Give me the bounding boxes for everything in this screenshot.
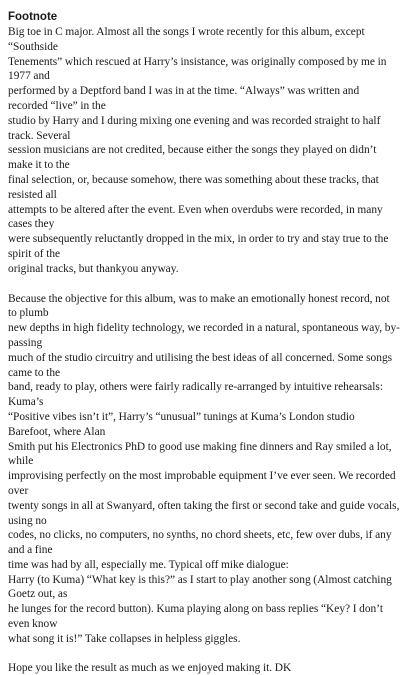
- paragraph-recording-approach: Because the objective for this album, was to make an emotionally honest record, not to plumb new depths in high fidelity technology, we recorded in a natural, spontaneous way, by-passing much of the studio circuitry and utilising the best ideas of all concerned. Some songs came to the band, ready to play, others were fairly radically re-arranged by intuitive rehearsals: Kuma’s “Positive vibes isn’t it”, Harry’s “unusual” tunings at Kuma’s London studio Barefoot, where Alan Smith put his Electronics PhD to good use making fine dinners and Ray smiled a lot, while improvising perfectly on the most improbable equipment I’ve ever seen. We recorded over twenty songs in all at Swanyard, often taking the first or second take and guide vocals, using no codes, no clicks, no computers, no synths, no chord sheets, etc, few over dubs, if any and a fine time was had by all, especially me. Typical off mike dialogue: Harry (to Kuma) “What key is this?” as I start to play another song (Almost catching Goetz out, as he lunges for the record button). Kuma playing along on bass replies “Key? I don’t even know what song it is!” Take collapses in helpless giggles.: [8, 292, 400, 645]
- paragraph-gap: [8, 277, 400, 292]
- paragraph-recording-history: Big toe in C major. Almost all the songs I wrote recently for this album, except “Southside Tenements” which rescued at Harry’s insistance, was originally composed by me in 1977 and performed by a Deptford band I was in at the time. “Always” was written and recorded “live” in the studio by Harry and I during mixing one evening and was recorded straight to half track. Several session musicians are not credited, because either the songs they played on didn’t make it to the final selection, or, because somehow, there was something about these tracks, that resisted all attempts to be altered after the event. Even when overdubs were recorded, in many cases they were subsequently reluctantly dropped in the mix, in order to try and stay true to the spirit of the original tracks, but thankyou anyway.: [8, 26, 389, 275]
- footnote-heading: Footnote: [8, 11, 58, 23]
- footnote-page: [8, 10, 400, 675]
- paragraph-closing: Hope you like the result as much as we enjoyed making it. DK: [8, 661, 292, 674]
